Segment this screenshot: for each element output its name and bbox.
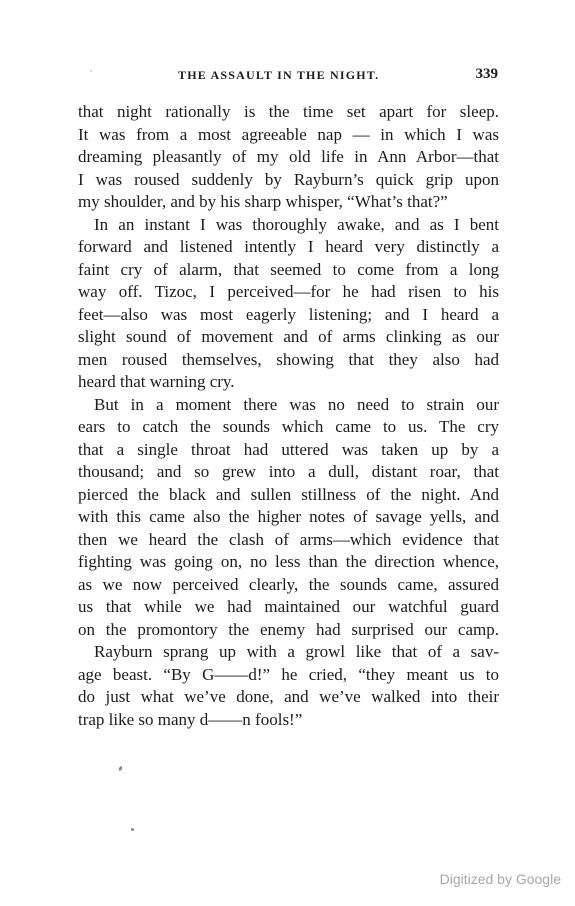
text-line: that a single throat had uttered was taken up by a [78, 439, 499, 459]
text-line: as we now perceived clearly, the sounds came, assured [78, 574, 499, 594]
text-line: feet—also was most eagerly listening; and I heard a [78, 304, 499, 324]
text-line: slight sound of movement and of arms clinking as our [78, 327, 499, 346]
text-line: I was roused suddenly by Rayburn’s quick grip upon [78, 169, 499, 189]
ink-speck [118, 766, 123, 772]
text-line: thousand; and so grew into a dull, distant roar, that [78, 462, 499, 481]
text-line: heard that warning cry. [78, 372, 235, 391]
text-line: that night rationally is the time set apart for sleep. [78, 102, 499, 121]
text-line: It was from a most agreeable nap — in which I was [78, 124, 499, 144]
ink-speck [131, 828, 134, 831]
paragraph-first-line: Rayburn sprang up with a growl like that of a sav- [94, 642, 499, 661]
body-text [78, 101, 499, 731]
text-line: ears to catch the sounds which came to us. The cry [78, 417, 499, 436]
text-line: trap like so many d——n fools!” [78, 709, 303, 729]
text-line: faint cry of alarm, that seemed to come from a long [78, 259, 499, 279]
text-line: way off. Tizoc, I perceived—for he had risen to his [78, 282, 499, 301]
paragraph-first-line: But in a moment there was no need to strain our [94, 394, 499, 414]
text-line: my shoulder, and by his sharp whisper, “What’s that?” [78, 192, 448, 211]
text-line: dreaming pleasantly of my old life in Ann Arbor—that [78, 147, 499, 166]
text-line: men roused themselves, showing that they also had [78, 349, 499, 369]
ink-speck [90, 70, 92, 72]
digitizer-watermark: Digitized by Google [439, 871, 561, 887]
running-head-title: THE ASSAULT IN THE NIGHT. [178, 68, 380, 82]
text-line: fighting was going on, no less than the direction whence, [78, 552, 499, 571]
text-line: do just what we’ve done, and we’ve walked into their [78, 687, 499, 706]
text-line: then we heard the clash of arms—which evidence that [78, 529, 499, 549]
text-line: forward and listened intently I heard very distinctly a [78, 237, 499, 256]
paragraph-first-line: In an instant I was thoroughly awake, and as I bent [94, 214, 499, 234]
text-line: age beast. “By G——d!” he cried, “they meant us to [78, 664, 499, 684]
text-line: with this came also the higher notes of savage yells, and [78, 507, 499, 526]
running-head [178, 66, 500, 86]
text-line: on the promontory the enemy had surprised our camp. [78, 619, 499, 639]
text-line: pierced the black and sullen stillness of the night. And [78, 484, 499, 504]
page-number: 339 [475, 66, 498, 82]
text-line: us that while we had maintained our watchful guard [78, 597, 499, 616]
